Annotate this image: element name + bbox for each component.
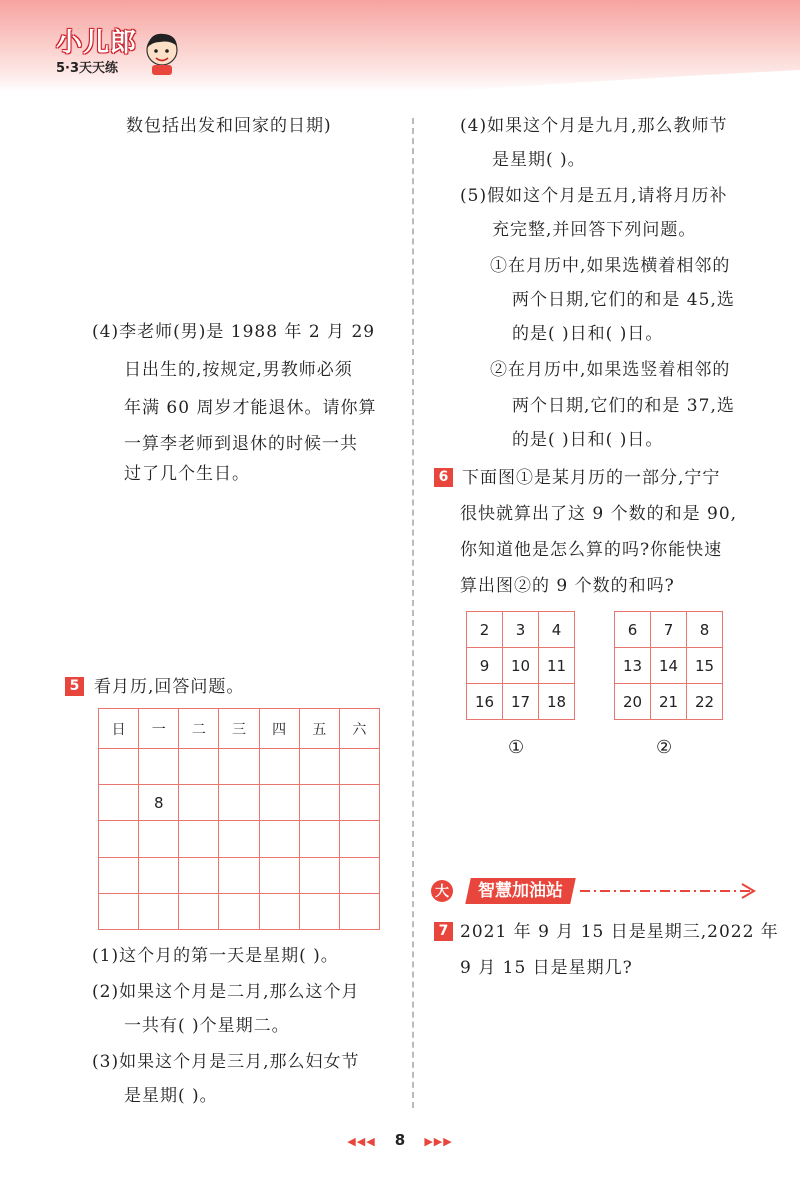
calendar-cell [339,821,379,857]
q6-line-4: 算出图②的 9 个数的和吗? [460,576,675,596]
grid-row [615,648,723,684]
calendar-cell [219,821,259,857]
calendar-cell [139,749,179,785]
brand-logo [56,22,137,76]
calendar-cell [99,821,139,857]
q5-sub2-line-1: (2)如果这个月是二月,那么这个月 [92,982,360,1002]
grid-cell: 20 [615,684,651,720]
series-name: 5·3天天练 [56,61,119,76]
grid-cell: 15 [687,648,723,684]
q5-sub3-line-2: 是星期( )。 [124,1086,218,1106]
q4-line-3: 年满 60 周岁才能退休。请你算 [124,398,377,418]
weekday-header: 四 [259,709,299,749]
page-number: 8 [394,1131,406,1149]
calendar-cell [99,857,139,893]
calendar-week-row [99,821,380,857]
grid-cell: 2 [467,612,503,648]
q6-line-3: 你知道他是怎么算的吗?你能快速 [460,540,723,560]
calendar-cell [339,749,379,785]
number-grid-2 [614,611,723,720]
calendar-week-row [99,749,380,785]
grid-row [467,684,575,720]
q4-line-4: 一算李老师到退休的时候一共 [124,434,358,454]
q5-sub5-1-line-3: 的是( )日和( )日。 [512,324,664,344]
month-calendar-table [98,708,380,930]
question-number-badge: 5 [65,677,84,696]
calendar-cell [259,785,299,821]
question-number-badge: 7 [434,922,453,941]
weekday-header: 一 [139,709,179,749]
grid-cell: 8 [687,612,723,648]
calendar-cell [339,857,379,893]
q5-sub5-1-line-1: ①在月历中,如果选横着相邻的 [490,256,731,276]
grid-cell: 21 [651,684,687,720]
calendar-cell [339,785,379,821]
column-divider [412,118,414,1108]
grid-cell: 3 [503,612,539,648]
grid-cell: 6 [615,612,651,648]
calendar-cell [179,821,219,857]
q7-line-1: 2021 年 9 月 15 日是星期三,2022 年 [460,922,779,942]
grid-cell: 22 [687,684,723,720]
calendar-cell [139,893,179,929]
page-header [0,0,800,92]
calendar-cell [339,893,379,929]
q5-sub1: (1)这个月的第一天是星期( )。 [92,946,339,966]
calendar-cell [299,893,339,929]
grid-cell: 11 [539,648,575,684]
calendar-cell [139,857,179,893]
q6-line-1: 下面图①是某月历的一部分,宁宁 [462,468,721,488]
q4-line-1: (4)李老师(男)是 1988 年 2 月 29 [92,322,376,342]
calendar-cell [299,821,339,857]
calendar-cell [259,821,299,857]
grid-cell: 9 [467,648,503,684]
calendar-cell [259,893,299,929]
grid-cell: 4 [539,612,575,648]
calendar-cell [299,749,339,785]
grid-cell: 10 [503,648,539,684]
calendar-cell [99,749,139,785]
calendar-header-row [99,709,380,749]
q5-sub5-2-line-3: 的是( )日和( )日。 [512,430,664,450]
calendar-cell [299,857,339,893]
q5-sub5-2-line-2: 两个日期,它们的和是 37,选 [512,396,735,416]
page-footer [0,1130,800,1149]
weekday-header: 二 [179,709,219,749]
q5-sub4-line-1: (4)如果这个月是九月,那么教师节 [460,116,728,136]
grid-cell: 16 [467,684,503,720]
weekday-header: 五 [299,709,339,749]
q5-sub5-1-line-2: 两个日期,它们的和是 45,选 [512,290,735,310]
grid-1-label: ① [508,737,526,758]
calendar-cell [99,893,139,929]
grid-cell: 17 [503,684,539,720]
q5-sub2-line-2: 一共有( )个星期二。 [124,1016,290,1036]
q6-line-2: 很快就算出了这 9 个数的和是 90, [460,504,738,524]
calendar-cell [259,857,299,893]
calendar-cell [219,785,259,821]
calendar-cell [99,785,139,821]
q5-sub4-line-2: 是星期( )。 [492,150,586,170]
weekday-header: 日 [99,709,139,749]
weekday-header: 六 [339,709,379,749]
calendar-week-row [99,893,380,929]
grid-row [615,612,723,648]
calendar-cell [139,821,179,857]
grid-cell: 7 [651,612,687,648]
grid-cell: 14 [651,648,687,684]
question-number-badge: 6 [434,468,453,487]
q4-line-5: 过了几个生日。 [124,464,250,484]
weekday-header: 三 [219,709,259,749]
q5-sub5-line-1: (5)假如这个月是五月,请将月历补 [460,186,728,206]
number-grid-1 [466,611,575,720]
q4-line-2: 日出生的,按规定,男教师必须 [124,360,353,380]
next-arrows-icon: ▶▶▶ [424,1135,453,1148]
grid-cell: 18 [539,684,575,720]
q7-line-2: 9 月 15 日是星期几? [460,958,633,978]
q3-tail-text: 数包括出发和回家的日期) [126,116,332,136]
q5-sub3-line-1: (3)如果这个月是三月,那么妇女节 [92,1052,360,1072]
banner-title: 智慧加油站 [478,881,563,901]
q5-prompt: 看月历,回答问题。 [94,677,245,697]
grid-cell: 13 [615,648,651,684]
grid-row [615,684,723,720]
grid-row [467,612,575,648]
calendar-cell [219,857,259,893]
brand-name: 小儿郎 [56,28,138,58]
calendar-cell: 8 [139,785,179,821]
wisdom-station-banner [465,878,576,904]
mascot-boy-icon [142,30,182,76]
prev-arrows-icon: ◀◀◀ [347,1135,376,1148]
calendar-cell [179,749,219,785]
calendar-cell [259,749,299,785]
calendar-cell [179,785,219,821]
calendar-cell [179,857,219,893]
svg-text:大: 大 [435,884,449,900]
calendar-cell [299,785,339,821]
calendar-week-row [99,857,380,893]
grid-row [467,648,575,684]
calendar-cell [219,893,259,929]
calendar-cell [219,749,259,785]
q5-sub5-line-2: 充完整,并回答下列问题。 [492,220,697,240]
calendar-cell [179,893,219,929]
grid-2-label: ② [656,737,674,758]
calendar-week-row [99,785,380,821]
q5-sub5-2-line-1: ②在月历中,如果选竖着相邻的 [490,360,731,380]
